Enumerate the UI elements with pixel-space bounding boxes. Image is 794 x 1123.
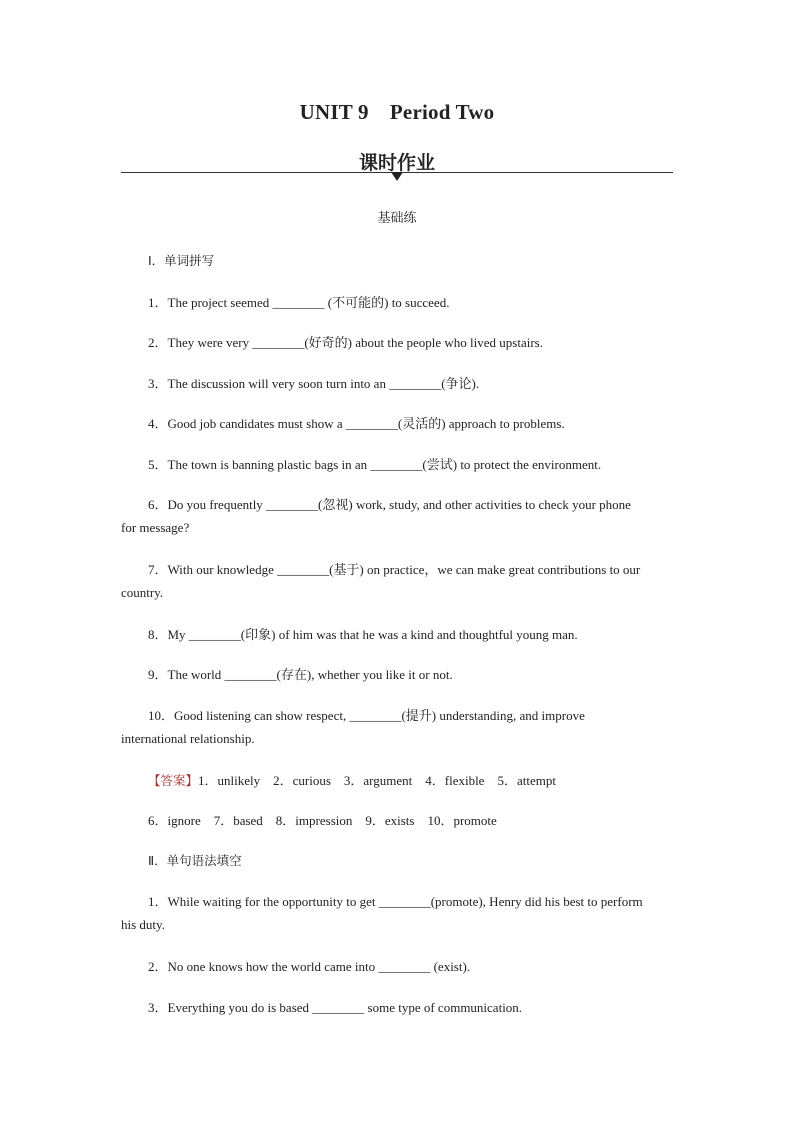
- question-7-continued: country.: [121, 585, 164, 600]
- question-10: 10．Good listening can show respect, ________(提升) understanding, and improve: [148, 708, 585, 723]
- question-6: 6．Do you frequently ________(忽视) work, study, and other activities to check your phone: [148, 497, 631, 512]
- question-6-continued: for message?: [121, 520, 190, 535]
- answer-text-1: 1．unlikely 2．curious 3．argument 4．flexible 5．attempt: [198, 773, 556, 788]
- answer-tag: 【答案】: [148, 773, 199, 788]
- section-heading: 课时作业: [358, 152, 435, 174]
- question-10-continued: international relationship.: [121, 731, 255, 746]
- divider-arrow-icon: [391, 172, 403, 181]
- question-1: 1．The project seemed ________ (不可能的) to succeed.: [148, 295, 450, 310]
- part2-heading: Ⅱ．单句语法填空: [148, 853, 242, 868]
- question-5: 5．The town is banning plastic bags in an ________(尝试) to protect the environment.: [148, 457, 602, 472]
- question-4: 4．Good job candidates must show a ________(灵活的) approach to problems.: [148, 416, 565, 431]
- question-9: 9．The world ________(存在), whether you like it or not.: [148, 667, 453, 682]
- grammar-question-2: 2．No one knows how the world came into ________ (exist).: [148, 959, 471, 974]
- page-title: UNIT 9 Period Two: [299, 100, 495, 124]
- grammar-question-1: 1．While waiting for the opportunity to get ________(promote), Henry did his best to perform: [148, 894, 643, 909]
- answer-line-1: [148, 770, 556, 789]
- question-8: 8．My ________(印象) of him was that he was a kind and thoughtful young man.: [148, 627, 578, 642]
- part1-heading: Ⅰ．单词拼写: [148, 253, 215, 268]
- question-3: 3．The discussion will very soon turn into an ________(争论).: [148, 376, 480, 391]
- question-7: 7．With our knowledge ________(基于) on practice，we can make great contributions to our: [148, 562, 641, 577]
- grammar-question-1-continued: his duty.: [121, 917, 165, 932]
- subtitle: 基础练: [377, 211, 417, 226]
- grammar-question-3: 3．Everything you do is based ________ some type of communication.: [148, 1000, 523, 1015]
- answer-line-2: 6．ignore 7．based 8．impression 9．exists 10．promote: [148, 813, 497, 828]
- question-2: 2．They were very ________(好奇的) about the people who lived upstairs.: [148, 335, 543, 350]
